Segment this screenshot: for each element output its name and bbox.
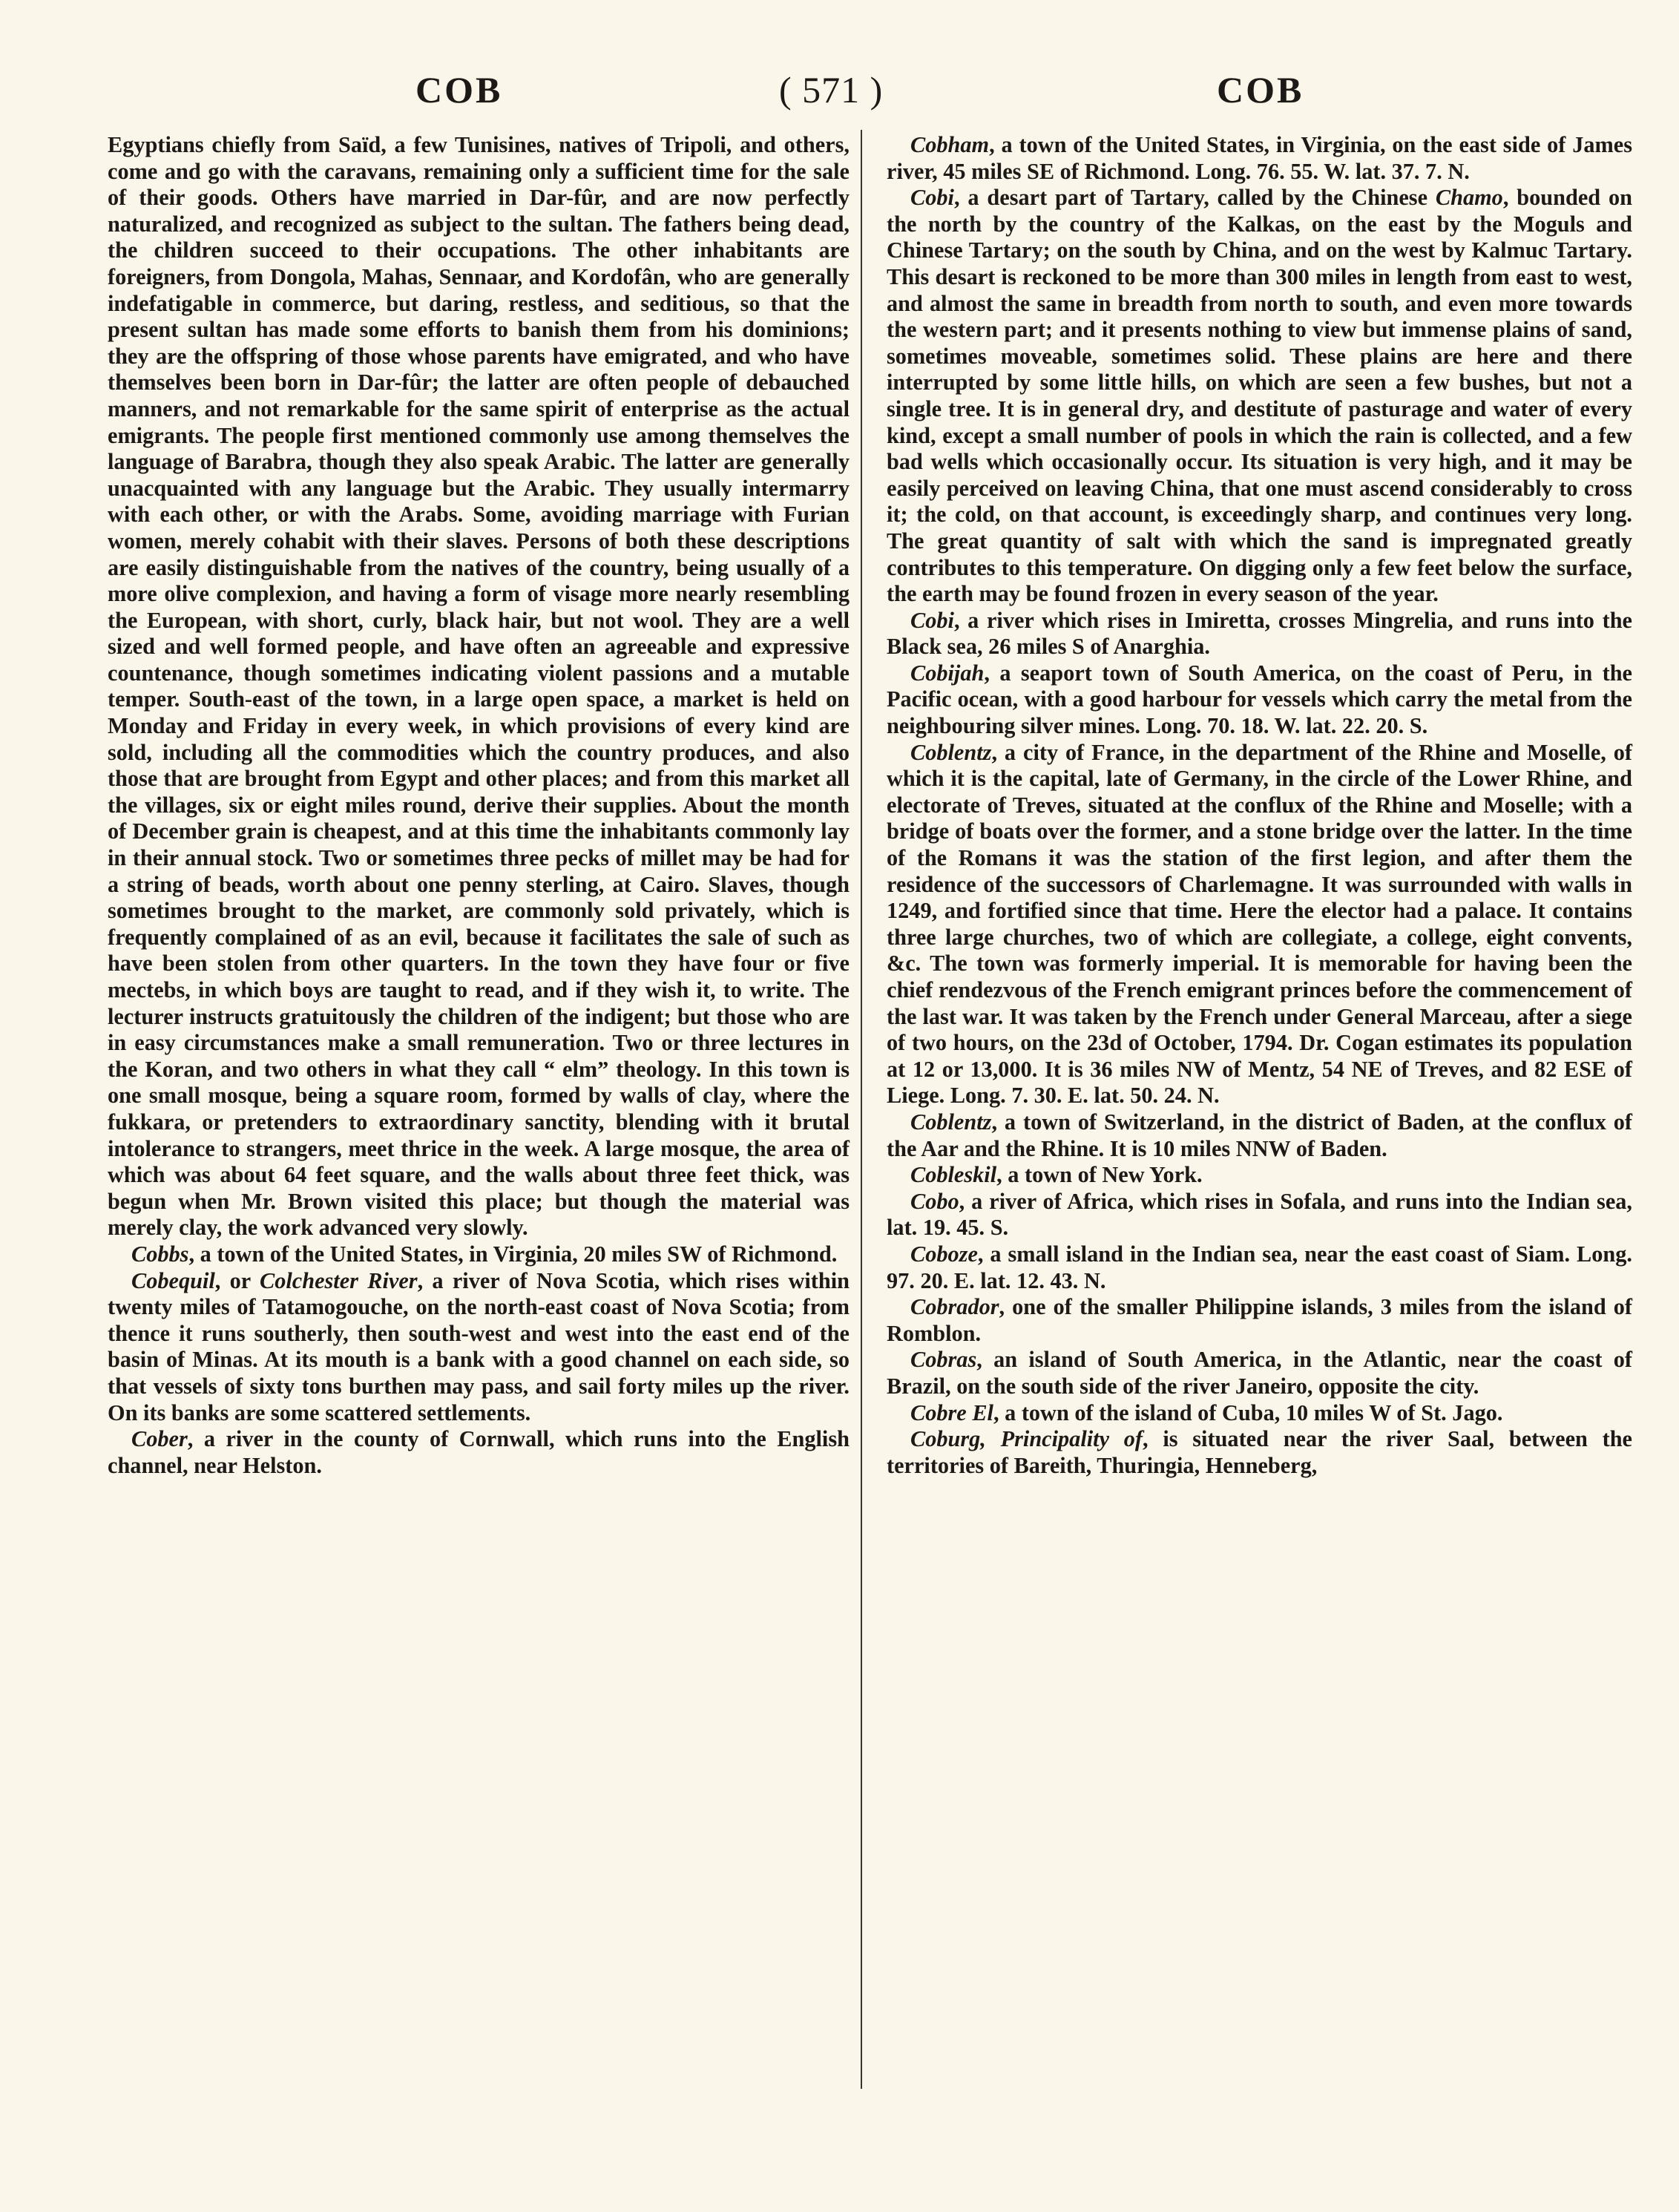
entry-headword: Cobras <box>910 1347 977 1373</box>
entry-text: , a town of the United States, in Virginia, on the east side of James river, 45 miles SE of Richmond. Long. 76. 55. W. lat. 37. 7. N. <box>887 132 1632 184</box>
left-column <box>108 132 850 1479</box>
gazetteer-entry <box>887 1400 1632 1427</box>
gazetteer-entry <box>108 1241 850 1268</box>
entry-headword: Coblentz <box>910 739 992 765</box>
entry-text: , a river in the county of Cornwall, which runs into the English channel, near Helston. <box>108 1426 850 1478</box>
entry-text: , an island of South America, in the Atlantic, near the coast of Brazil, on the south side of the river Janeiro, opposite the city. <box>887 1347 1632 1399</box>
entry-headword: Coblentz <box>910 1109 992 1135</box>
entry-headword: Cobi <box>910 607 954 633</box>
running-header <box>0 68 1679 120</box>
entry-text: , bounded on the north by the country of the Kalkas, on the east by the Moguls and Chinese Tartary; on the south by China, and on the west by Kalmuc Tartary. This desart is reckoned to be more than 300 miles in length from east to west, and almost the same in breadth from north to south, and even more towards the western part; and it presents nothing to view but immense plains of sand, sometimes moveable, sometimes solid. These plains are here and there interrupted by some little hills, on which are seen a few bushes, but not a single tree. It is in general dry, and destitute of pasturage and water of every kind, except a small number of pools in which the rain is collected, and a few bad wells which occasionally occur. Its situation is very high, and it may be easily perceived on leaving China, that one must ascend considerably to cross it; the cold, on that account, is exceedingly sharp, and continues very long. The great quantity of salt with which the sand is impregnated greatly contributes to this temperature. On digging only a few feet below the surface, the earth may be found frozen in every season of the year. <box>887 185 1632 607</box>
gazetteer-entry <box>887 608 1632 660</box>
entry-text: , a seaport town of South America, on the coast of Peru, in the Pacific ocean, with a good harbour for vessels which carry the metal from the neighbouring silver mines. Long. 70. 18. W. lat. 22. 20. S. <box>887 660 1632 739</box>
gazetteer-entry <box>887 1109 1632 1162</box>
entry-headword: Cobbs <box>131 1241 189 1267</box>
entry-text: , a town of Switzerland, in the district of Baden, at the conflux of the Aar and the Rhine. It is 10 miles NNW of Baden. <box>887 1109 1632 1161</box>
right-column <box>887 132 1632 1479</box>
gazetteer-entry <box>887 1162 1632 1189</box>
gazetteer-entry <box>887 740 1632 1109</box>
header-left-keyword: COB <box>415 69 503 111</box>
gazetteer-entry <box>887 1347 1632 1399</box>
entry-text: , a desart part of Tartary, called by the Chinese <box>953 185 1436 211</box>
entry-headword: Coburg, Principality of <box>910 1426 1143 1452</box>
gazetteer-entry <box>887 1294 1632 1347</box>
entry-headword: Cobleskil <box>910 1162 997 1188</box>
entry-text: , a town of the island of Cuba, 10 miles W of St. Jago. <box>993 1399 1503 1425</box>
gazetteer-entry <box>887 185 1632 608</box>
entry-headword: Cobre El <box>910 1399 993 1425</box>
entry-headword: Cobi <box>910 185 954 211</box>
entry-headword: Cobham <box>910 132 990 157</box>
entry-headword: Cobrador <box>910 1294 999 1320</box>
entry-headword-alt: Chamo <box>1435 185 1503 211</box>
gazetteer-entry <box>887 1241 1632 1294</box>
entry-headword: Cobijah <box>910 660 985 686</box>
entry-text: , a town of New York. <box>996 1162 1203 1188</box>
header-right-keyword: COB <box>1217 69 1304 111</box>
page-number: ( 571 ) <box>779 69 884 111</box>
entry-text: , or <box>214 1267 260 1293</box>
entry-text: Egyptians chiefly from Saïd, a few Tunisines, natives of Tripoli, and others, come and go with the caravans, remaining only a sufficient time for the sale of their goods. Others have married in Dar-fûr, and are now perfectly naturalized, and recognized as subject to the sultan. The fathers being dead, the children succeed to their occupations. The other inhabitants are foreigners, from Dongola, Mahas, Sennaar, and Kordofân, who are generally indefatigable in commerce, but daring, restless, and seditious, so that the present sultan has made some efforts to banish them from his dominions; they are the offspring of those whose parents have emigrated, and who have themselves been born in Dar-fûr; the latter are often people of debauched manners, and not remarkable for the same spirit of enterprise as the actual emigrants. The people first mentioned commonly use among themselves the language of Barabra, though they also speak Arabic. The latter are generally unacquainted with any language but the Arabic. They usually intermarry with each other, or with the Arabs. Some, avoiding marriage with Furian women, merely cohabit with their slaves. Persons of both these descriptions are easily distinguishable from the natives of the country, being usually of a more olive complexion, and having a form of visage more nearly resembling the European, with short, curly, black hair, but not wool. They are a well sized and well formed people, and have often an agreeable and expressive countenance, though sometimes indicating violent passions and a mutable temper. South-east of the town, in a large open space, a market is held on Monday and Friday in every week, in which provisions of every kind are sold, including all the commodities which the country produces, and also those that are brought from Egypt and other places; and from this market all the villages, six or eight miles round, derive their supplies. About the month of December grain is cheapest, and at this time the inhabitants commonly lay in their annual stock. Two or sometimes three pecks of millet may be had for a string of beads, worth about one penny sterling, at Cairo. Slaves, though sometimes brought to the market, are commonly sold privately, which is frequently complained of as an evil, because it facilitates the sale of such as have been stolen from other quarters. In the town they have four or five mectebs, in which boys are taught to read, and if they wish it, to write. The lecturer instructs gratuitously the children of the indigent; but those who are in easy circumstances make a small remuneration. Two or three lectures in the Koran, and two others in what they call “ elm” theology. In this town is one small mosque, being a square room, formed by walls of clay, where the fukkara, or pretenders to extraordinary sanctity, blending with it brutal intolerance to strangers, meet thrice in the week. A large mosque, the area of which was about 64 feet square, and the walls about three feet thick, was begun when Mr. Brown visited this place; but though the material was merely clay, the work advanced very slowly. <box>108 132 850 1241</box>
column-divider <box>861 130 862 2089</box>
gazetteer-entry <box>887 132 1632 185</box>
gazetteer-entry <box>887 1189 1632 1241</box>
entry-text: , a river of Nova Scotia, which rises within twenty miles of Tatamogouche, on the north-east coast of Nova Scotia; from thence it runs southerly, then south-west and west into the east end of the basin of Minas. At its mouth is a bank with a good channel on each side, so that vessels of sixty tons burthen may pass, and sail forty miles up the river. On its banks are some scattered settlements. <box>108 1267 850 1425</box>
gazetteer-entry <box>887 1426 1632 1479</box>
entry-headword-alt: Colchester River <box>260 1267 418 1293</box>
entry-headword: Cobo <box>910 1188 959 1214</box>
entry-headword: Cobequil <box>131 1267 215 1293</box>
entry-headword: Coboze <box>910 1241 978 1267</box>
gazetteer-entry <box>108 1426 850 1479</box>
entry-text: , one of the smaller Philippine islands, 3 miles from the island of Romblon. <box>887 1294 1632 1346</box>
entry-text: , a river of Africa, which rises in Sofala, and runs into the Indian sea, lat. 19. 45. S. <box>887 1188 1632 1241</box>
entry-text: , a town of the United States, in Virginia, 20 miles SW of Richmond. <box>188 1241 838 1267</box>
continuation-paragraph <box>108 132 850 1241</box>
entry-headword: Cober <box>131 1426 188 1452</box>
gazetteer-entry <box>108 1268 850 1427</box>
gazetteer-entry <box>887 660 1632 740</box>
entry-text: , a small island in the Indian sea, near the east coast of Siam. Long. 97. 20. E. lat. 12. 43. N. <box>887 1241 1632 1293</box>
entry-text: , a city of France, in the department of the Rhine and Moselle, of which it is the capital, late of Germany, in the circle of the Lower Rhine, and electorate of Treves, situated at the conflux of the Rhine and Moselle; with a bridge of boats over the former, and a stone bridge over the latter. In the time of the Romans it was the station of the first legion, and after them the residence of the successors of Charlemagne. It was surrounded with walls in 1249, and fortified since that time. Here the elector had a palace. It contains three large churches, two of which are collegiate, a college, eight convents, &c. The town was formerly imperial. It is memorable for having been the chief rendezvous of the French emigrant princes before the commencement of the last war. It was taken by the French under General Marceau, after a siege of two hours, on the 23d of October, 1794. Dr. Cogan estimates its population at 12 or 13,000. It is 36 miles NW of Mentz, 54 NE of Treves, and 82 ESE of Liege. Long. 7. 30. E. lat. 50. 24. N. <box>887 739 1632 1109</box>
entry-text: , is situated near the river Saal, between the territories of Bareith, Thuringia, Henneberg, <box>887 1426 1632 1478</box>
entry-text: , a river which rises in Imiretta, crosses Mingrelia, and runs into the Black sea, 26 miles S of Anarghia. <box>887 607 1632 660</box>
